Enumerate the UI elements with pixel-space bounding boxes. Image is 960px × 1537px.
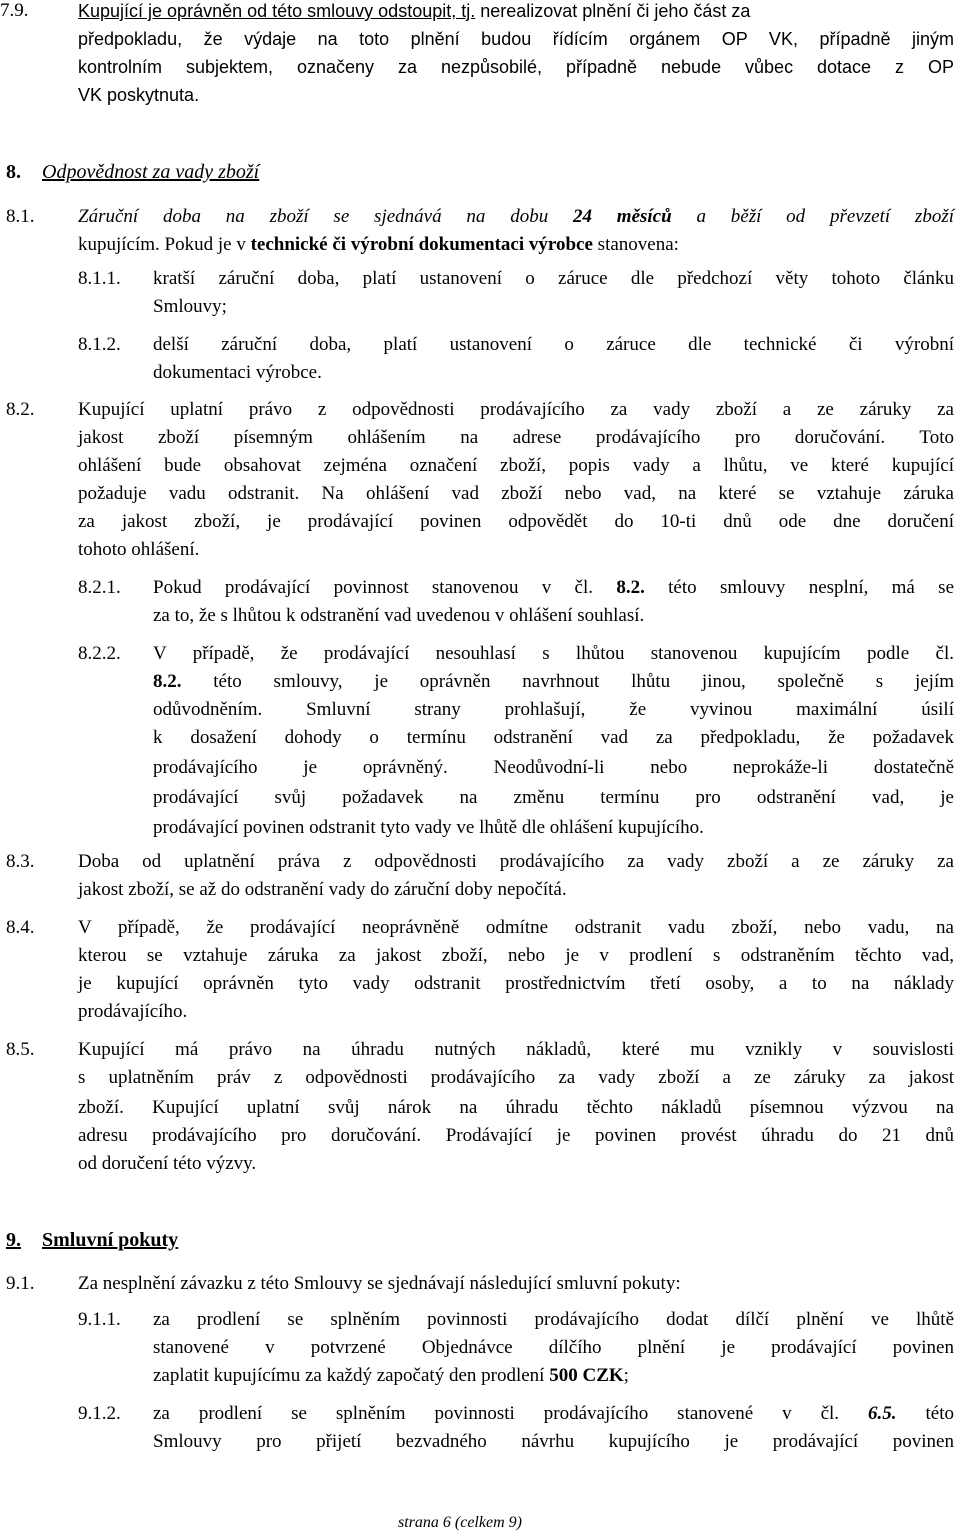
paragraph-line: Kupující je oprávněn od této smlouvy odstoupit, tj. nerealizovat plnění či jeho část za [78,1,751,21]
subsection-number: 8.1.2. [78,334,121,355]
subsection-number: 8.2.1. [78,577,121,598]
paragraph-line: jakost zboží písemným ohlášením na adrese prodávajícího pro doručování. Toto [78,427,954,448]
paragraph-line: ohlášení bude obsahovat zejména označení zboží, popis vady a lhůtu, ve které kupující [78,455,954,476]
paragraph-line: za jakost zboží, je prodávající povinen odpovědět do 10-ti dnů ode dne doručení [78,511,954,532]
paragraph-line: zboží. Kupující uplatní svůj nárok na úhradu těchto nákladů písemnou výzvou na [78,1097,954,1118]
paragraph-line: od doručení této výzvy. [78,1153,257,1174]
paragraph-line: za prodlení se splněním povinnosti prodávajícího stanovené v čl. 6.5. této [153,1403,954,1424]
subsection-number: 9.1.1. [78,1309,121,1330]
paragraph-line: prodávajícího je oprávněný. Neodůvodní-li nebo neprokáže-li dostatečně [153,757,954,778]
section-number: 8.5. [6,1039,35,1060]
paragraph-line: Kupující má právo na úhradu nutných nákladů, které mu vznikly v souvislosti [78,1039,954,1060]
paragraph-line: předpokladu, že výdaje na toto plnění budou řídícím orgánem OP VK, případně jiným [78,29,954,49]
paragraph-line: jakost zboží, se až do odstranění vady do záruční doby nepočítá. [78,879,567,900]
paragraph-line: kupujícím. Pokud je v technické či výrobní dokumentaci výrobce stanovena: [78,234,679,255]
section-number: 8.3. [6,851,35,872]
paragraph-line: s uplatněním práv z odpovědnosti prodávajícího za vady zboží a ze záruky za jakost [78,1067,954,1088]
paragraph-line: prodávající povinen odstranit tyto vady ve lhůtě dle ohlášení kupujícího. [153,817,704,838]
paragraph-line: kontrolním subjektem, označeny za nezpůsobilé, případně nebude vůbec dotace z OP [78,57,954,77]
paragraph-line: tohoto ohlášení. [78,539,200,560]
paragraph-line: prodávající svůj požadavek na změnu termínu pro odstranění vad, je [153,787,954,808]
paragraph-line: VK poskytnuta. [78,85,200,105]
paragraph-line: dokumentaci výrobce. [153,362,322,383]
paragraph-line: Kupující uplatní právo z odpovědnosti prodávajícího za vady zboží a ze záruky za [78,399,954,420]
paragraph-line: delší záruční doba, platí ustanovení o záruce dle technické či výrobní [153,334,954,355]
page-footer: strana 6 (celkem 9) [398,1514,522,1531]
section-number: 7.9. [0,0,29,21]
section-number: 8.4. [6,917,35,938]
paragraph-line: za prodlení se splněním povinnosti prodávajícího dodat dílčí plnění ve lhůtě [153,1309,954,1330]
section-number: 8.2. [6,399,35,420]
paragraph-line: k dosažení dohody o termínu odstranění vad za předpokladu, že požadavek [153,727,954,748]
paragraph-line: zaplatit kupujícímu za každý započatý den prodlení 500 CZK; [153,1365,629,1386]
paragraph-line: V případě, že prodávající nesouhlasí s lhůtou stanovenou kupujícím podle čl. [153,643,954,664]
paragraph-line: prodávajícího. [78,1001,188,1022]
paragraph-line: odůvodněním. Smluvní strany prohlašují, že vyvinou maximální úsilí [153,699,954,720]
paragraph-line: kterou se vztahuje záruka za jakost zboží, nebo je v prodlení s odstraněním těchto vad, [78,945,954,966]
subsection-number: 8.1.1. [78,268,121,289]
paragraph-line: požaduje vadu odstranit. Na ohlášení vad zboží nebo vad, na které se vztahuje záruka [78,483,954,504]
paragraph-line: Smlouvy; [153,296,227,317]
paragraph-line: Za nesplnění závazku z této Smlouvy se sjednávají následující smluvní pokuty: [78,1273,681,1294]
section-heading: Smluvní pokuty [42,1229,179,1251]
section-number: 9. [6,1229,21,1251]
subsection-number: 9.1.2. [78,1403,121,1424]
paragraph-line: za to, že s lhůtou k odstranění vad uvedenou v ohlášení souhlasí. [153,605,645,626]
paragraph-line: Záruční doba na zboží se sjednává na dobu 24 měsíců a běží od převzetí zboží [78,206,954,227]
paragraph-line: Pokud prodávající povinnost stanovenou v čl. 8.2. této smlouvy nesplní, má se [153,577,955,598]
paragraph-line: Doba od uplatnění práva z odpovědnosti prodávajícího za vady zboží a ze záruky za [78,851,954,872]
paragraph-line: adresu prodávajícího pro doručování. Prodávající je povinen provést úhradu do 21 dnů [78,1125,954,1146]
paragraph-line: V případě, že prodávající neoprávněně odmítne odstranit vadu zboží, nebo vadu, na [78,917,954,938]
section-number: 9.1. [6,1273,35,1294]
paragraph-line: 8.2. této smlouvy, je oprávněn navrhnout lhůtu jinou, společně s jejím [153,671,954,692]
paragraph-line: stanovené v potvrzené Objednávce dílčího plnění je prodávající povinen [153,1337,954,1358]
paragraph-line: kratší záruční doba, platí ustanovení o záruce dle předchozí věty tohoto článku [153,268,954,289]
section-number: 8. [6,161,21,183]
subsection-number: 8.2.2. [78,643,121,664]
section-heading: Odpovědnost za vady zboží [42,161,260,183]
paragraph-line: Smlouvy pro přijetí bezvadného návrhu kupujícího je prodávající povinen [153,1431,954,1452]
paragraph-line: je kupující oprávněn tyto vady odstranit prostřednictvím třetí osoby, a to na náklady [78,973,954,994]
section-number: 8.1. [6,206,35,227]
